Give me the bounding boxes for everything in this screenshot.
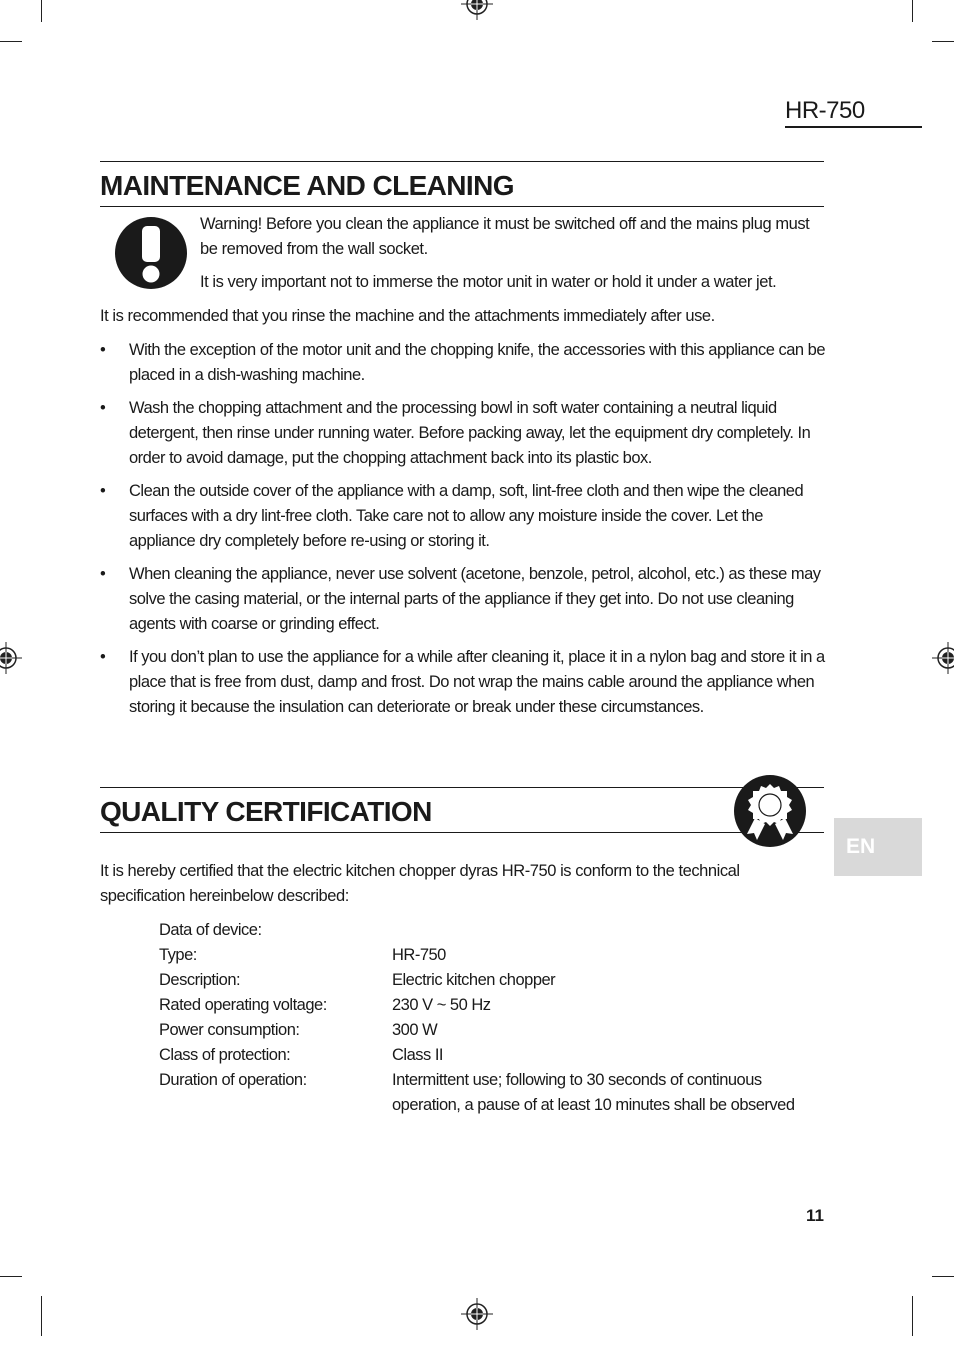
crop-mark — [41, 1296, 42, 1336]
section-rule-bottom — [100, 206, 824, 207]
maintenance-intro: It is recommended that you rinse the machine and the attachments immediately after use. — [100, 307, 715, 325]
spec-row — [159, 1043, 829, 1068]
list-item — [100, 645, 830, 720]
bullet: • — [100, 648, 106, 666]
spec-row — [159, 1068, 829, 1118]
spec-heading — [159, 918, 829, 943]
spec-value: 230 V ~ 50 Hz — [392, 996, 491, 1014]
spec-value: 300 W — [392, 1021, 438, 1039]
spec-heading-text: Data of device: — [159, 921, 262, 939]
registration-mark-icon — [461, 1298, 493, 1330]
section-rule-top — [100, 161, 824, 162]
list-item — [100, 338, 830, 388]
spec-value: Class II — [392, 1046, 444, 1064]
spec-value: Intermittent use; following to 30 seconds of continuous operation, a pause of at least 10 minutes shall be observed — [392, 1071, 795, 1114]
crop-mark — [932, 1276, 954, 1277]
bullet: • — [100, 399, 106, 417]
page-number: 11 — [806, 1206, 824, 1225]
section-rule-bottom — [100, 832, 824, 833]
section-rule-top — [100, 787, 824, 788]
exclamation-icon — [114, 216, 188, 290]
list-item — [100, 479, 830, 554]
bullet: • — [100, 482, 106, 500]
rosette-icon — [733, 774, 807, 848]
list-item — [100, 562, 830, 637]
spec-label: Type: — [159, 946, 197, 964]
spec-value: HR-750 — [392, 946, 446, 964]
list-item-text: With the exception of the motor unit and the chopping knife, the accessories with this appliance can be placed in a dish-washing machine. — [129, 341, 826, 384]
spec-label: Duration of operation: — [159, 1071, 307, 1089]
crop-mark — [912, 0, 913, 22]
certification-intro: It is hereby certified that the electric kitchen chopper dyras HR-750 is conform to the technical specification hereinbelow described: — [100, 862, 740, 905]
maintenance-title: MAINTENANCE AND CLEANING — [100, 170, 514, 201]
bullet: • — [100, 565, 106, 583]
spec-row — [159, 968, 829, 993]
language-tab: EN — [834, 818, 922, 876]
list-item — [100, 396, 830, 471]
crop-mark — [0, 1276, 22, 1277]
registration-mark-icon — [0, 642, 22, 674]
spec-table — [159, 918, 829, 1118]
certification-title: QUALITY CERTIFICATION — [100, 796, 432, 827]
crop-mark — [932, 41, 954, 42]
list-item-text: When cleaning the appliance, never use solvent (acetone, benzole, petrol, alcohol, etc.) as these may solve the casing material, or the internal parts of the appliance if they get into. Do not use cleaning agents with coarse or grinding effect. — [129, 565, 821, 633]
spec-label: Rated operating voltage: — [159, 996, 327, 1014]
warning-text: Warning! Before you clean the appliance it must be switched off and the mains plug must be removed from the wall socket. — [200, 215, 810, 258]
list-item-text: Clean the outside cover of the appliance with a damp, soft, lint-free cloth and then wipe the cleaned surfaces with a dry lint-free cloth. Take care not to allow any moisture inside the cover. Let the appliance dry completely before re-using or storing it. — [129, 482, 804, 550]
spec-label: Power consumption: — [159, 1021, 300, 1039]
registration-mark-icon — [932, 642, 954, 674]
spec-label: Class of protection: — [159, 1046, 291, 1064]
spec-row — [159, 993, 829, 1018]
bullet: • — [100, 341, 106, 359]
spec-row — [159, 1018, 829, 1043]
registration-mark-icon — [461, 0, 493, 20]
maintenance-bullet-list — [100, 338, 830, 728]
model-header: HR-750 — [785, 96, 922, 128]
spec-row — [159, 943, 829, 968]
crop-mark — [0, 41, 22, 42]
spec-label: Description: — [159, 971, 241, 989]
list-item-text: If you don’t plan to use the appliance for a while after cleaning it, place it in a nylon bag and store it in a place that is free from dust, damp and frost. Do not wrap the mains cable around the appliance when storing it because the insulation can deteriorate or break under these circumstances. — [129, 648, 825, 716]
crop-mark — [41, 0, 42, 22]
list-item-text: Wash the chopping attachment and the processing bowl in soft water containing a neutral liquid detergent, then rinse under running water. Before packing away, let the equipment dry completely. In order to avoid damage, put the chopping attachment back into its plastic box. — [129, 399, 811, 467]
warning-text: It is very important not to immerse the motor unit in water or hold it under a water jet. — [200, 273, 777, 291]
spec-value: Electric kitchen chopper — [392, 971, 556, 989]
crop-mark — [912, 1296, 913, 1336]
